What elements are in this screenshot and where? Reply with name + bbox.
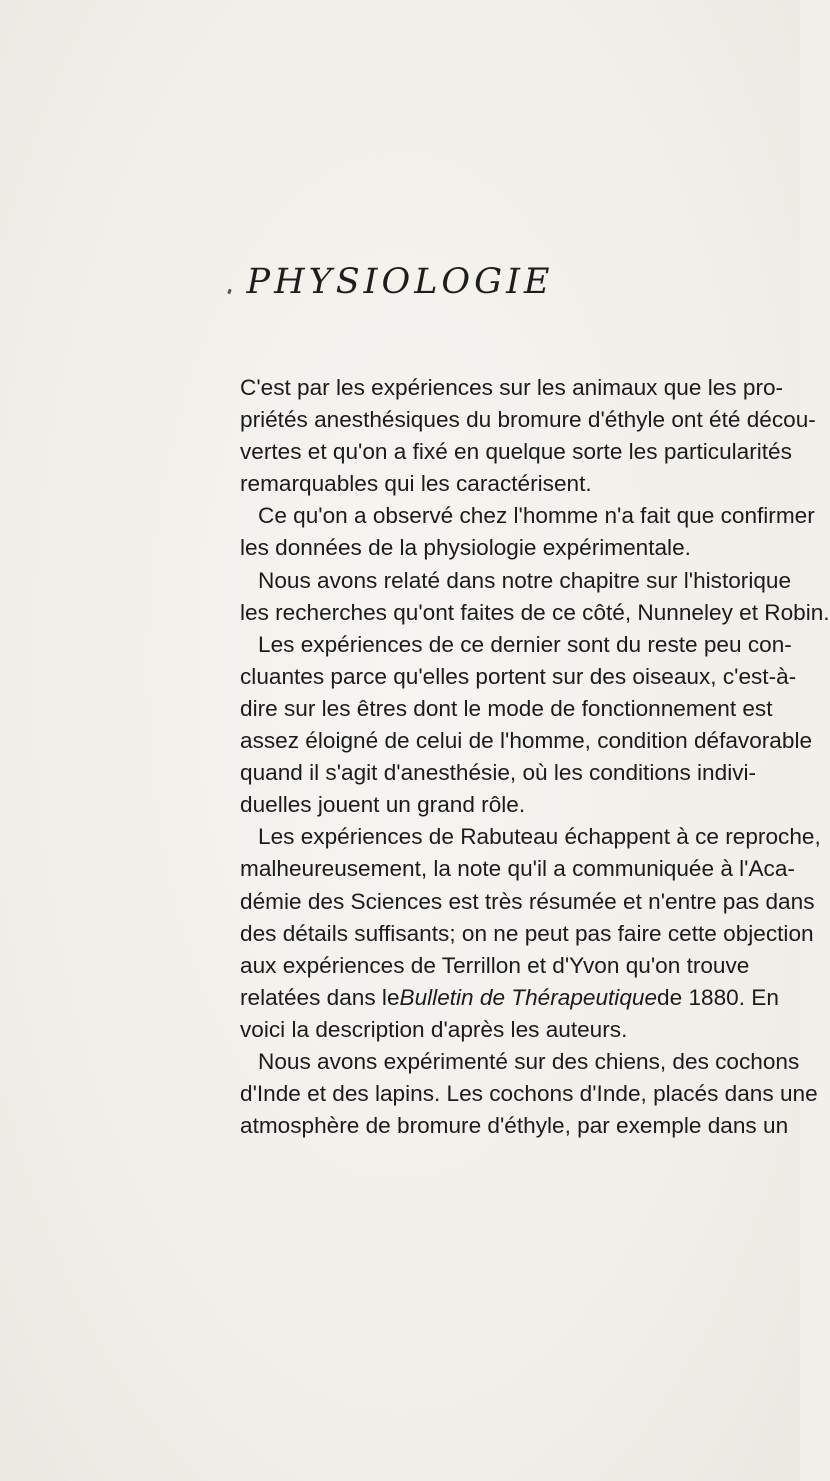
text-line: voici la description d'après les auteurs.	[240, 1016, 628, 1042]
text-line: Les expériences de ce dernier sont du reste peu con-	[258, 631, 792, 657]
text-line: priétés anesthésiques du bromure d'éthyle ont été décou-	[240, 407, 816, 433]
text-line: Nous avons expérimenté sur des chiens, des cochons	[258, 1048, 800, 1074]
journal-title: Bulletin de Thérapeutique	[399, 984, 658, 1010]
text-line: Les expériences de Rabuteau échappent à ce reproche,	[258, 824, 821, 850]
text-line: duelles jouent un grand rôle.	[240, 792, 526, 818]
text-line: démie des Sciences est très résumée et n'entre pas dans	[240, 888, 815, 914]
page-title: PHYSIOLOGIE	[246, 262, 554, 302]
text-line: atmosphère de bromure d'éthyle, par exemple dans un	[240, 1113, 789, 1139]
text-line: quand il s'agit d'anesthésie, où les conditions indivi-	[240, 760, 757, 786]
text-line: Nous avons relaté dans notre chapitre sur l'historique	[258, 567, 792, 593]
text-line: les données de la physiologie expérimentale.	[240, 535, 691, 561]
text-line: aux expériences de Terrillon et d'Yvon qu'on trouve	[240, 952, 750, 978]
text-line: dire sur les êtres dont le mode de fonctionnement est	[240, 695, 773, 721]
text-fragment: relatées dans le	[240, 984, 400, 1010]
text-fragment: de 1880. En	[657, 984, 779, 1010]
text-line	[240, 982, 779, 1014]
text-line: assez éloigné de celui de l'homme, condition défavorable	[240, 728, 813, 754]
text-line: d'Inde et des lapins. Les cochons d'Inde, placés dans une	[240, 1081, 818, 1107]
text-line: C'est par les expériences sur les animaux que les pro-	[240, 375, 784, 400]
text-line: cluantes parce qu'elles portent sur des oiseaux, c'est-à-	[240, 663, 797, 689]
text-line: les recherches qu'ont faites de ce côté, Nunneley et Robin.	[240, 599, 830, 625]
text-line: malheureusement, la note qu'il a communiquée à l'Aca-	[240, 856, 795, 882]
text-line: des détails suffisants; on ne peut pas faire cette objection	[240, 920, 814, 946]
text-line: vertes et qu'on a fixé en quelque sorte les particularités	[240, 439, 792, 465]
body-text	[240, 372, 830, 1142]
text-line: remarquables qui les caractérisent.	[240, 471, 592, 497]
text-line: Ce qu'on a observé chez l'homme n'a fait que confirmer	[258, 503, 815, 529]
